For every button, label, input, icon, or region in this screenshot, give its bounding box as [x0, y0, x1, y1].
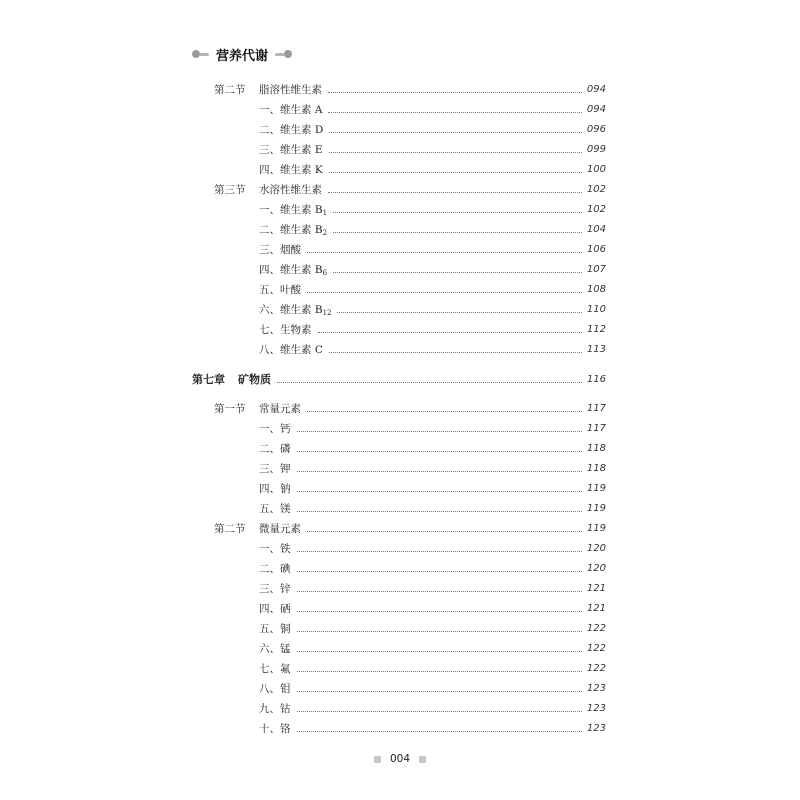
entry-title-text: 七、生物素	[259, 324, 312, 336]
toc-entry-item[interactable]	[0, 282, 800, 298]
dot-leader	[337, 312, 582, 313]
toc-entry-item[interactable]	[0, 202, 800, 218]
entry-title	[259, 461, 291, 477]
dot-leader	[297, 471, 582, 472]
page-ref: 119	[586, 523, 606, 534]
entry-title-text: 六、维生素 B	[259, 304, 323, 316]
entry-title	[259, 142, 323, 158]
section-label: 第一节	[214, 403, 246, 415]
toc-entry-item[interactable]	[0, 501, 800, 517]
entry-title	[259, 721, 291, 737]
toc-entry-item[interactable]	[0, 481, 800, 497]
toc-entry-item[interactable]	[0, 661, 800, 677]
entry-title	[259, 521, 301, 537]
dot-leader	[297, 631, 582, 632]
entry-title-text: 七、氟	[259, 663, 291, 675]
entry-title	[259, 501, 291, 517]
entry-title-text: 三、锌	[259, 583, 291, 595]
page-ref: 120	[586, 563, 606, 574]
entry-title-text: 二、碘	[259, 563, 291, 575]
toc-entry-item[interactable]	[0, 461, 800, 477]
entry-title	[259, 222, 327, 241]
dot-leader	[297, 551, 582, 552]
entry-title-subscript: 12	[322, 309, 332, 317]
page-ref: 122	[586, 663, 606, 674]
page-ref: 108	[586, 284, 606, 295]
entry-title	[259, 621, 291, 637]
entry-title-text: 四、钠	[259, 483, 291, 495]
entry-title	[259, 481, 291, 497]
entry-title-text: 三、烟酸	[259, 244, 301, 256]
dot-leader	[297, 431, 582, 432]
toc-entry-item[interactable]	[0, 561, 800, 577]
toc-entry-item[interactable]	[0, 342, 800, 358]
page-number: 004	[389, 753, 411, 765]
entry-title-text: 四、维生素 B	[259, 264, 323, 276]
dot-leader	[329, 172, 582, 173]
toc-entry-item[interactable]	[0, 302, 800, 318]
entry-title	[259, 581, 291, 597]
dot-leader	[329, 132, 582, 133]
dot-leader	[318, 332, 582, 333]
toc-entry-item[interactable]	[0, 621, 800, 637]
entry-title	[259, 82, 322, 98]
dot-leader	[328, 192, 582, 193]
page-ref: 119	[586, 503, 606, 514]
page-ref: 119	[586, 483, 606, 494]
entry-title	[259, 302, 331, 321]
entry-title	[238, 372, 271, 388]
entry-title-text: 二、磷	[259, 443, 291, 455]
page-ref: 106	[586, 244, 606, 255]
toc-entry-item[interactable]	[0, 162, 800, 178]
page-ref: 121	[586, 583, 606, 594]
page-ref: 094	[586, 84, 606, 95]
dot-leader	[297, 511, 582, 512]
toc-entry-item[interactable]	[0, 641, 800, 657]
page-ref: 102	[586, 184, 606, 195]
entry-title	[259, 401, 301, 417]
toc-entry-section[interactable]	[0, 401, 800, 417]
entry-title	[259, 601, 291, 617]
page-ref: 118	[586, 443, 606, 454]
page-footer	[0, 752, 800, 766]
entry-title-text: 脂溶性维生素	[259, 84, 322, 96]
page-ref: 123	[586, 683, 606, 694]
entry-title-text: 一、钙	[259, 423, 291, 435]
entry-title	[259, 242, 301, 258]
page-ref: 120	[586, 543, 606, 554]
page-ref: 116	[586, 374, 606, 385]
page-ref: 110	[586, 304, 606, 315]
entry-title-subscript: 1	[322, 209, 328, 217]
left-square-icon	[374, 756, 381, 763]
entry-title	[259, 202, 327, 221]
dot-leader	[333, 232, 582, 233]
page-ref: 099	[586, 144, 606, 155]
entry-title	[259, 102, 322, 118]
entry-title-text: 一、维生素 B	[259, 204, 323, 216]
toc-entry-section[interactable]	[0, 82, 800, 98]
toc-entry-item[interactable]	[0, 122, 800, 138]
entry-title	[259, 541, 291, 557]
dot-leader	[297, 571, 582, 572]
page-ref: 107	[586, 264, 606, 275]
entry-title-text: 八、维生素 C	[259, 344, 323, 356]
dot-leader	[297, 491, 582, 492]
page-ref: 123	[586, 703, 606, 714]
dot-leader	[307, 292, 582, 293]
entry-title	[259, 262, 327, 281]
entry-title-text: 五、镁	[259, 503, 291, 515]
dot-leader	[307, 531, 582, 532]
entry-title	[259, 282, 301, 298]
entry-title-text: 一、维生素 A	[259, 104, 323, 116]
entry-title-text: 微量元素	[259, 523, 301, 535]
page-ref: 118	[586, 463, 606, 474]
entry-title-text: 二、维生素 D	[259, 124, 324, 136]
toc-entry-item[interactable]	[0, 681, 800, 697]
entry-title-text: 矿物质	[238, 373, 271, 386]
entry-title-text: 一、铁	[259, 543, 291, 555]
page-ref: 100	[586, 164, 606, 175]
entry-title	[259, 162, 323, 178]
entry-title	[259, 182, 322, 198]
toc-entry-item[interactable]	[0, 701, 800, 717]
page-ref: 122	[586, 643, 606, 654]
entry-title-text: 六、锰	[259, 643, 291, 655]
dot-leader	[329, 152, 582, 153]
dot-leader	[297, 651, 582, 652]
entry-title-text: 五、铜	[259, 623, 291, 635]
toc-entry-item[interactable]	[0, 102, 800, 118]
entry-title-subscript: 2	[322, 229, 328, 237]
page-ref: 117	[586, 423, 606, 434]
page-ref: 112	[586, 324, 606, 335]
entry-title	[259, 641, 291, 657]
toc-entry-item[interactable]	[0, 441, 800, 457]
dot-leader	[297, 451, 582, 452]
toc-entry-item[interactable]	[0, 541, 800, 557]
toc-entry-item[interactable]	[0, 222, 800, 238]
toc-entry-item[interactable]	[0, 242, 800, 258]
entry-title-text: 十、铬	[259, 723, 291, 735]
dot-leader	[297, 671, 582, 672]
page-ref: 102	[586, 204, 606, 215]
toc-entry-item[interactable]	[0, 262, 800, 278]
entry-title-subscript: 6	[322, 269, 328, 277]
dot-leader	[307, 411, 582, 412]
dot-leader	[297, 691, 582, 692]
dot-leader	[297, 591, 582, 592]
dot-leader	[328, 92, 582, 93]
page-ref: 096	[586, 124, 606, 135]
page-ref: 121	[586, 603, 606, 614]
dot-leader	[277, 382, 582, 383]
entry-title	[259, 122, 323, 138]
page-ref: 122	[586, 623, 606, 634]
page-ref: 113	[586, 344, 606, 355]
toc-entry-item[interactable]	[0, 142, 800, 158]
entry-title	[259, 441, 291, 457]
right-square-icon	[419, 756, 426, 763]
entry-title-text: 九、钴	[259, 703, 291, 715]
page-ref: 094	[586, 104, 606, 115]
toc-entry-item[interactable]	[0, 421, 800, 437]
entry-title-text: 二、维生素 B	[259, 224, 323, 236]
entry-title	[259, 342, 323, 358]
toc-entry-item[interactable]	[0, 581, 800, 597]
entry-title-text: 三、维生素 E	[259, 144, 323, 156]
chapter-label: 第七章	[192, 373, 225, 386]
toc-entry-section[interactable]	[0, 521, 800, 537]
entry-title	[259, 561, 291, 577]
entry-title-text: 常量元素	[259, 403, 301, 415]
toc-entry-item[interactable]	[0, 601, 800, 617]
entry-title-text: 四、维生素 K	[259, 164, 323, 176]
entry-title-text: 八、钼	[259, 683, 291, 695]
page-ref: 104	[586, 224, 606, 235]
section-label: 第三节	[214, 184, 246, 196]
section-label: 第二节	[214, 523, 246, 535]
header-title: 营养代谢	[216, 48, 269, 64]
dot-leader	[297, 731, 582, 732]
toc-entry-section[interactable]	[0, 182, 800, 198]
entry-title-text: 四、硒	[259, 603, 291, 615]
dot-leader	[333, 272, 582, 273]
entry-title-text: 三、钾	[259, 463, 291, 475]
dot-leader	[297, 711, 582, 712]
page-ref: 123	[586, 723, 606, 734]
entry-title	[259, 681, 291, 697]
dot-leader	[333, 212, 582, 213]
entry-title	[259, 322, 312, 338]
dot-leader	[307, 252, 582, 253]
entry-title	[259, 661, 291, 677]
toc-entry-chapter[interactable]	[0, 372, 800, 388]
toc-entry-item[interactable]	[0, 322, 800, 338]
entry-title-text: 水溶性维生素	[259, 184, 322, 196]
entry-title	[259, 421, 291, 437]
page-ref: 117	[586, 403, 606, 414]
entry-title-text: 五、叶酸	[259, 284, 301, 296]
entry-title	[259, 701, 291, 717]
dot-leader	[329, 352, 582, 353]
section-label: 第二节	[214, 84, 246, 96]
dot-leader	[297, 611, 582, 612]
toc-entry-item[interactable]	[0, 721, 800, 737]
dot-leader	[328, 112, 582, 113]
